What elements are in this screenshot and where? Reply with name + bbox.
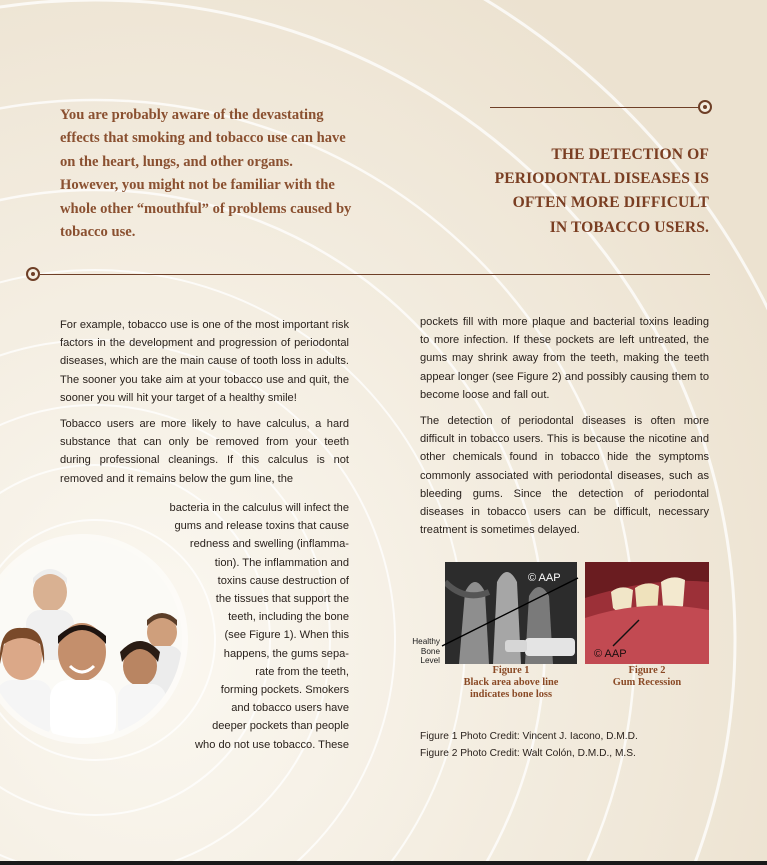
top-right-bullet-icon	[698, 100, 712, 114]
body-paragraph: Tobacco users are more likely to have calculus, a hard substance that can only be removed from your teeth during professional cleanings. If this calculus is not removed and it remains below the gum line, the	[60, 418, 349, 485]
wrap-line: and tobacco users have	[231, 702, 349, 715]
callout-line: OFTEN MORE DIFFICULT	[512, 194, 709, 212]
wrap-line: gums and release toxins that cause	[174, 520, 349, 533]
wrap-line: happens, the gums sepa-	[223, 647, 349, 660]
wrap-line: toxins cause destruction of	[217, 574, 349, 587]
figure-1-copyright: © AAP	[528, 572, 561, 584]
caption-line: Figure 2	[628, 665, 666, 676]
wrap-line: who do not use tobacco. These	[195, 738, 349, 751]
bone-level-line	[440, 574, 580, 654]
wrap-line: (see Figure 1). When this	[224, 629, 349, 642]
wrap-line: rate from the teeth,	[255, 665, 349, 678]
wrap-line: forming pockets. Smokers	[220, 684, 349, 697]
left-column	[60, 316, 349, 488]
wrap-line: bacteria in the calculus will infect the	[169, 502, 349, 514]
callout-line: THE DETECTION OF	[551, 146, 709, 163]
intro-paragraph: You are probably aware of the devastating effects that smoking and tobacco use can have on the heart, lungs, and other organs. However, you might not be familiar with the whole other “mouthful” of problems caused by tobacco use.	[60, 107, 352, 241]
credit-line: Figure 1 Photo Credit: Vincent J. Iacono, D.M.D.	[420, 731, 638, 742]
caption-line: indicates bone loss	[470, 689, 552, 700]
top-right-rule	[490, 107, 704, 108]
callout-heading	[449, 143, 709, 240]
body-paragraph: pockets fill with more plaque and bacterial toxins leading to more infection. If these pockets are left untreated, the gums may shrink away from the teeth, making the teeth appear longer (see Figure 2) and possibly causing them to become loose and fall out.	[420, 316, 709, 401]
figure-2-caption	[585, 665, 709, 689]
caption-line: Figure 1	[492, 665, 530, 676]
wrap-line: the tissues that support the	[215, 593, 349, 606]
photo-credits	[420, 729, 638, 762]
label-line: Healthy	[412, 637, 440, 646]
body-paragraph: For example, tobacco use is one of the most important risk factors in the development and progression of periodontal diseases, which are the main cause of tooth loss in adults. The sooner you take aim at your tobacco use and quit, the sooner you will hit your target of a healthy smile!	[60, 319, 349, 404]
credit-line: Figure 2 Photo Credit: Walt Colón, D.M.D., M.S.	[420, 747, 636, 759]
divider-bullet-icon	[26, 267, 40, 281]
label-line: Bone	[420, 646, 440, 656]
caption-line: Gum Recession	[612, 677, 682, 688]
wrap-line: redness and swelling (inflamma-	[189, 538, 349, 551]
figure-2-copyright: © AAP	[594, 648, 627, 660]
wrap-line: deeper pockets than people	[212, 720, 349, 733]
callout-line: IN TOBACCO USERS.	[549, 218, 709, 236]
right-column	[420, 313, 709, 547]
figure-1-caption	[445, 665, 577, 701]
healthy-bone-level-label	[402, 637, 440, 666]
callout-line: PERIODONTAL DISEASES IS	[494, 170, 709, 188]
bottom-border	[0, 861, 767, 865]
caption-line: Black area above line	[463, 677, 559, 688]
label-line: Level	[420, 656, 440, 665]
body-paragraph: The detection of periodontal diseases is often more difficult in tobacco users. This is because the nicotine and other chemicals found in tobacco hide the symptoms commonly associated with periodontal diseases, such as bleeding gums. Since the detection of periodontal diseases in tobacco users can be difficult, necessary treatment is sometimes delayed.	[420, 415, 709, 537]
wrap-line: teeth, including the bone	[228, 611, 349, 624]
wrap-line: tion). The inflammation and	[214, 556, 349, 569]
section-divider	[40, 274, 710, 275]
